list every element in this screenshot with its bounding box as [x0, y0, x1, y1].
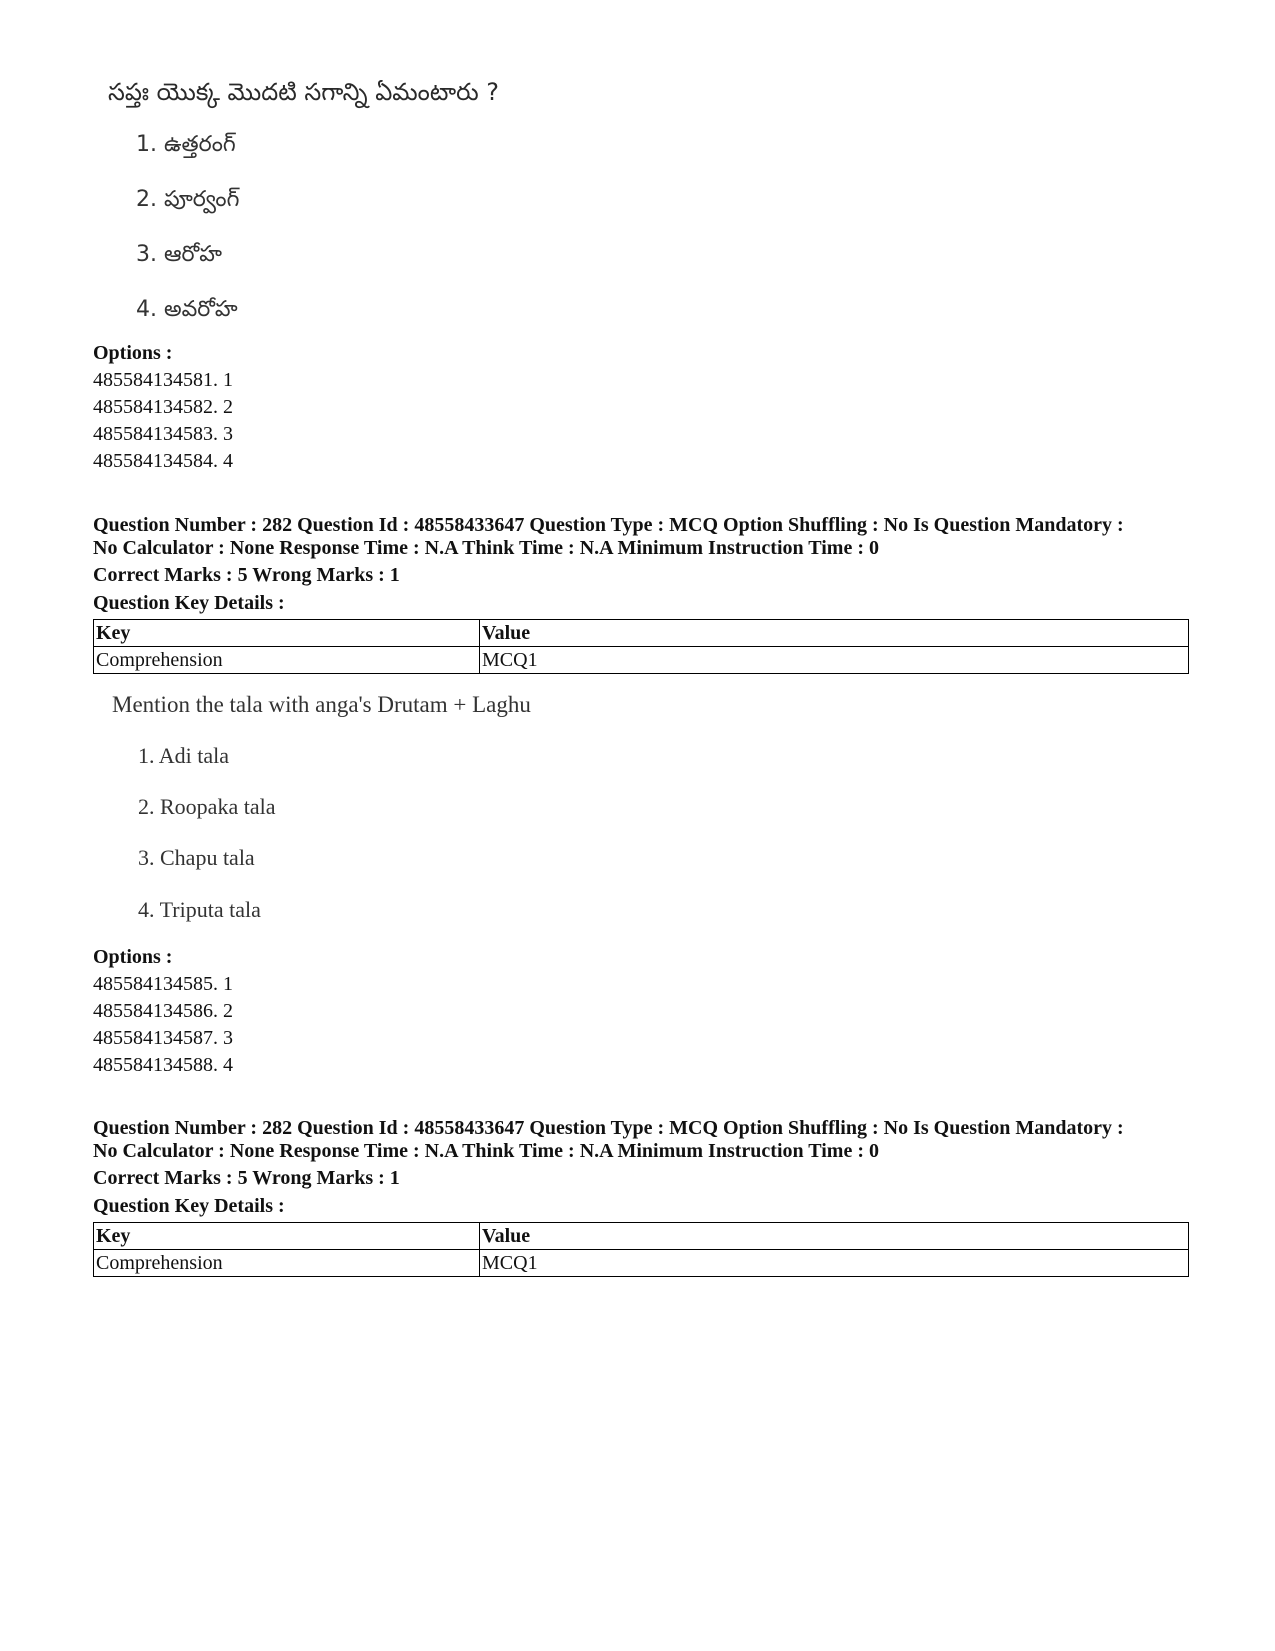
question-meta [93, 514, 1193, 560]
table-cell-value: MCQ1 [480, 647, 1189, 674]
option-line: 485584134582. 2 [93, 396, 233, 418]
key-details-label: Question Key Details : [93, 592, 285, 614]
option-line: 485584134584. 4 [93, 450, 233, 472]
choice-3: 3. ఆరోహ [136, 242, 222, 267]
table-header-row [94, 1223, 1189, 1250]
key-details-table [93, 1222, 1189, 1277]
question-meta-line-2: No Calculator : None Response Time : N.A Think Time : N.A Minimum Instruction Time : 0 [93, 537, 879, 559]
question-meta [93, 1117, 1193, 1163]
table-header-value: Value [480, 1223, 1189, 1250]
choice-3: 3. Chapu tala [138, 845, 255, 870]
options-label: Options : [93, 342, 173, 364]
key-details-label: Question Key Details : [93, 1195, 285, 1217]
choice-2: 2. Roopaka tala [138, 794, 276, 819]
options-label: Options : [93, 946, 173, 968]
question-meta-line-1: Question Number : 282 Question Id : 48558433647 Question Type : MCQ Option Shuffling : No Is Question Mandatory : [93, 1117, 1124, 1139]
choice-4: 4. అవరోహ [136, 297, 238, 322]
marks-line: Correct Marks : 5 Wrong Marks : 1 [93, 564, 400, 586]
option-line: 485584134587. 3 [93, 1027, 233, 1049]
option-line: 485584134586. 2 [93, 1000, 233, 1022]
choice-1: 1. Adi tala [138, 743, 230, 768]
option-line: 485584134583. 3 [93, 423, 233, 445]
table-row [94, 1250, 1189, 1277]
marks-line: Correct Marks : 5 Wrong Marks : 1 [93, 1167, 400, 1189]
question-meta-line-2: No Calculator : None Response Time : N.A Think Time : N.A Minimum Instruction Time : 0 [93, 1140, 879, 1162]
table-header-row [94, 620, 1189, 647]
choice-1: 1. ఉత్తరంగ్ [136, 132, 236, 157]
table-cell-key: Comprehension [94, 647, 480, 674]
question-meta-line-1: Question Number : 282 Question Id : 48558433647 Question Type : MCQ Option Shuffling : No Is Question Mandatory : [93, 514, 1124, 536]
key-details-table [93, 619, 1189, 674]
option-line: 485584134581. 1 [93, 369, 233, 391]
table-cell-key: Comprehension [94, 1250, 480, 1277]
choice-2: 2. పూర్వంగ్ [136, 187, 240, 212]
option-line: 485584134588. 4 [93, 1054, 233, 1076]
question-text-telugu: సప్తః యొక్క మొదటి సగాన్ని ఏమంటారు ? [108, 78, 499, 106]
table-row [94, 647, 1189, 674]
table-header-value: Value [480, 620, 1189, 647]
table-header-key: Key [94, 1223, 480, 1250]
option-line: 485584134585. 1 [93, 973, 233, 995]
table-cell-value: MCQ1 [480, 1250, 1189, 1277]
table-header-key: Key [94, 620, 480, 647]
question-text-english: Mention the tala with anga's Drutam + Laghu [112, 692, 531, 717]
choice-4: 4. Triputa tala [138, 897, 261, 922]
